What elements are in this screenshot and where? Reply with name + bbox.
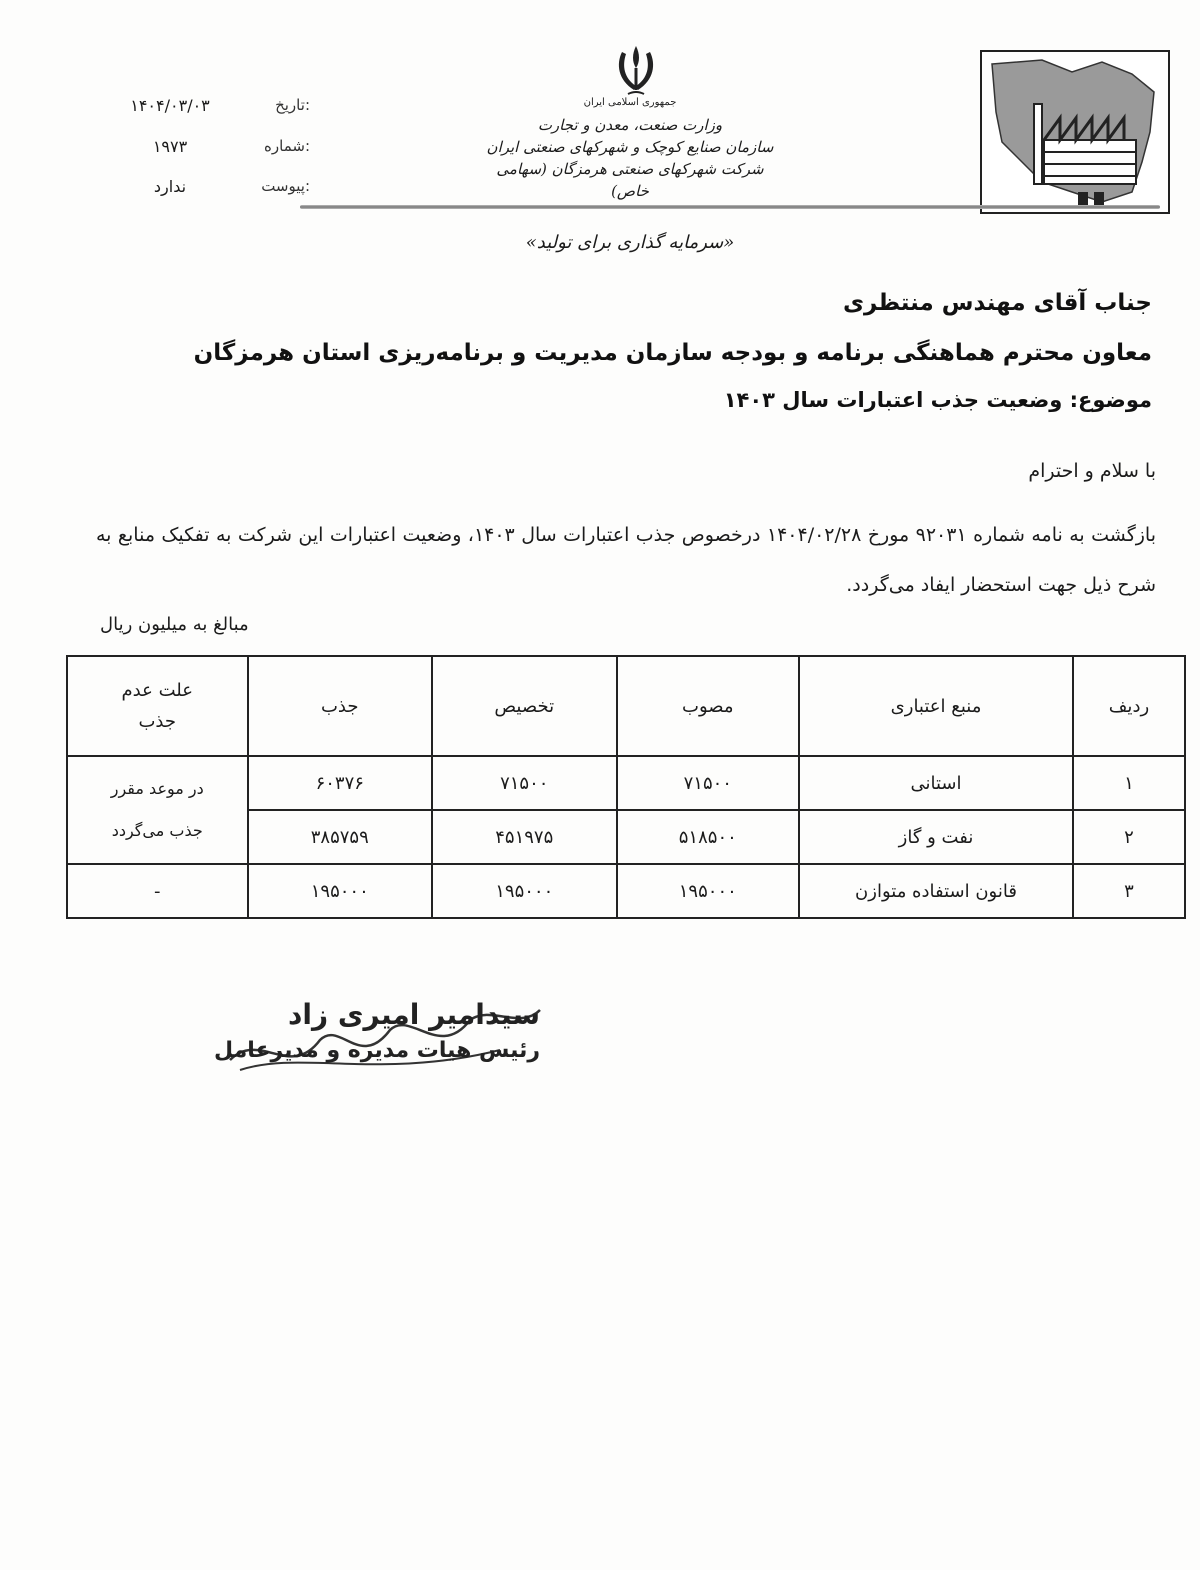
iran-emblem-icon [608,42,664,98]
cell-row-number: ۱ [1073,756,1185,810]
cell-allocated: ۴۵۱۹۷۵ [432,810,617,864]
reason-merged-line1: در موعد مقرر [110,779,204,798]
number-label: شماره: [264,137,310,155]
number-value: ۱۹۷۳ [152,137,188,156]
attachment-row [100,177,310,207]
slogan: «سرمایه گذاری برای تولید» [525,232,735,253]
cell-approved: ۷۱۵۰۰ [617,756,800,810]
company-name: شرکت شهرکهای صنعتی هرمزگان [551,160,764,178]
date-value: ۱۴۰۴/۰۳/۰۳ [130,96,210,115]
header-org-block [480,92,780,202]
signature-block [200,990,560,1090]
signatory-name: سیدامیر امیری زاد [288,998,540,1031]
table-row [67,756,1185,810]
header-source: منبع اعتباری [799,656,1073,756]
attachment-label: پیوست: [261,177,310,195]
company-type: (سهامی خاص) [496,160,649,200]
header-divider [300,205,1160,209]
body-paragraph: بازگشت به نامه شماره ۹۲۰۳۱ مورخ ۱۴۰۴/۰۲/۲۸ درخصوص جذب اعتبارات سال ۱۴۰۳، وضعیت اعتبارات این شرکت به تفکیک منابع به شرح ذیل جهت استحضار ایفاد می‌گردد. [96,524,1157,596]
cell-source: نفت و گاز [799,810,1073,864]
republic-line: جمهوری اسلامی ایران [583,97,677,108]
cell-absorbed: ۶۰۳۷۶ [248,756,432,810]
header-allocated: تخصیص [432,656,617,756]
greeting: با سلام و احترام [1028,460,1156,482]
credits-table [66,655,1186,919]
cell-absorbed: ۳۸۵۷۵۹ [248,810,432,864]
number-row [100,137,310,167]
cell-allocated: ۷۱۵۰۰ [432,756,617,810]
header-approved: مصوب [617,656,800,756]
recipient-name: جناب آقای مهندس منتظری [842,290,1152,316]
organization-line: سازمان صنایع کوچک و شهرکهای صنعتی ایران [486,138,774,156]
header-absorbed: جذب [248,656,432,756]
table-header-row [67,656,1185,756]
company-line [480,158,780,202]
cell-source: استانی [799,756,1073,810]
cell-approved: ۱۹۵۰۰۰ [617,864,800,918]
company-logo [980,50,1170,214]
header-reason-line1: علت عدم [121,680,193,701]
header-reason [67,656,248,756]
cell-row-number: ۳ [1073,864,1185,918]
date-label: تاریخ: [275,96,310,114]
header-row-number: ردیف [1073,656,1185,756]
reason-merged-line2: جذب می‌گردد [111,821,203,840]
cell-absorbed: ۱۹۵۰۰۰ [248,864,432,918]
cell-reason: - [67,864,248,918]
cell-approved: ۵۱۸۵۰۰ [617,810,800,864]
amount-unit-note: مبالغ به میلیون ریال [100,614,249,635]
table-row [67,864,1185,918]
cell-row-number: ۲ [1073,810,1185,864]
cell-source: قانون استفاده متوازن [799,864,1073,918]
signatory-title: رئیس هیات مدیره و مدیرعامل [213,1038,540,1063]
cell-allocated: ۱۹۵۰۰۰ [432,864,617,918]
date-row [100,96,310,126]
subject-line: موضوع: وضعیت جذب اعتبارات سال ۱۴۰۳ [723,388,1152,412]
cell-reason-merged [67,756,248,864]
ministry-line: وزارت صنعت، معدن و تجارت [537,116,723,134]
attachment-value: ندارد [153,177,187,196]
header-reason-line2: جذب [138,711,177,732]
recipient-title: معاون محترم هماهنگی برنامه و بودجه سازمان مدیریت و برنامه‌ریزی استان هرمزگان [193,340,1152,366]
